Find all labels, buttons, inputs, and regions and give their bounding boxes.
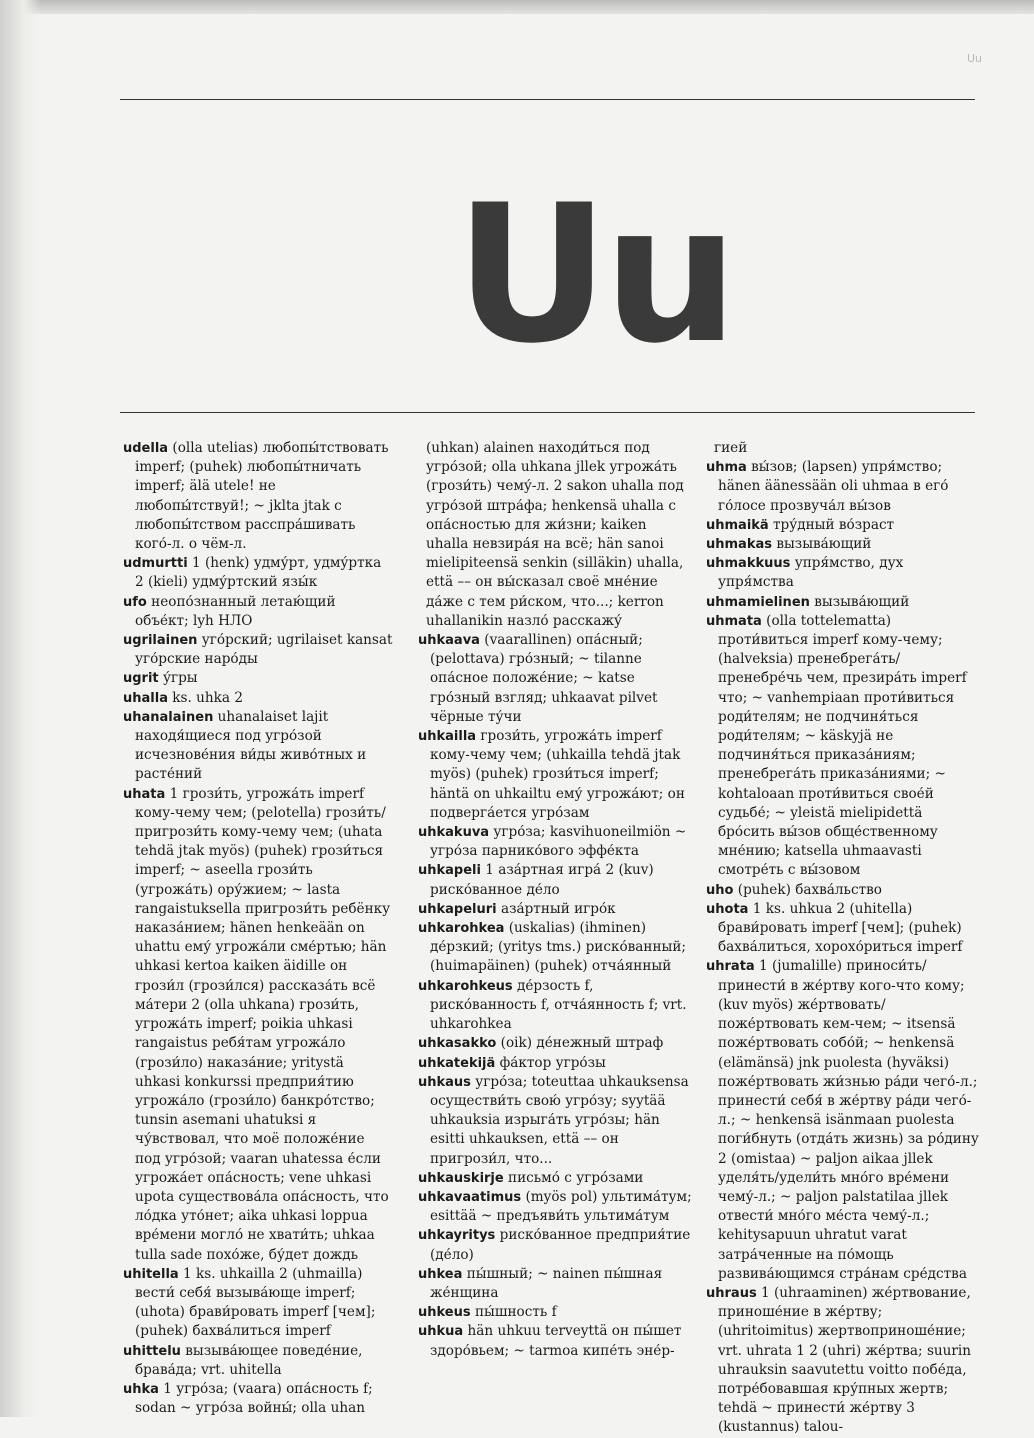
entry-definition: (puhek) бахва́льство [737,881,882,898]
entry-headword: uhkapeli [418,863,481,879]
dictionary-entry [123,1265,393,1342]
dictionary-entry [418,631,693,727]
dictionary-entry [418,900,693,919]
entry-definition: упря́мство, дух упря́мства [718,555,904,591]
entry-headword: uhata [123,786,166,802]
entry-headword: uhkarohkeus [418,978,513,994]
dictionary-entry [418,1034,693,1053]
entry-headword: uhrata [706,959,755,975]
entry-headword: uhkapeluri [418,901,497,917]
page-top-edge [0,0,1034,14]
entry-definition: риско́ванное предприя́тие (де́ло) [430,1227,691,1263]
entry-definition: (myös pol) ультима́тум; esittää ~ предъяви́ть ультима́тум [430,1188,692,1225]
entry-definition: 1 ks. uhkailla 2 (uhmailla) вести́ себя́ вызыва́юще imperf; (uhota) брави́ровать imperf [чем]; (puhek) бахва́литься imperf [135,1265,376,1340]
dictionary-entry [418,1265,693,1303]
entry-headword: udella [123,441,169,456]
entry-definition: 1 (uhraaminen) же́ртвование, приноше́ние в же́ртву; (uhritoimitus) жертвоприноше́ние; vrt. uhrata 1 2 (uhri) же́ртва; suurin uhrauksin saavutettu voitto побе́да, потре́бовавшая кру́пных жертв; tehdä ~ принести́ же́ртву 3 (kustannus) talou- [718,1284,972,1436]
dictionary-entry [123,785,393,1265]
dictionary-entry [418,1322,693,1360]
entry-headword: uhmakas [706,537,772,553]
entry-headword: ugrilainen [123,633,198,649]
entry-definition: (uskalias) (ihminen) де́рзкий; (yritys tms.) риско́ванный; (huimapäinen) (puhek) отча́янный [430,920,686,975]
entry-definition: 1 аза́ртная игра́ 2 (kuv) риско́ванное де́ло [430,862,654,898]
entry-headword: uhmakkuus [706,556,791,572]
dictionary-entry [706,516,981,535]
entry-definition: тру́дный во́зраст [773,516,895,533]
entry-headword: uhota [706,901,749,917]
entry-definition: вызыва́ющий [814,593,910,610]
dictionary-entry [418,1073,693,1169]
entry-definition: неопо́знанный летаю́щий объе́кт; lyh НЛО [135,593,336,629]
entry-headword: uhmaikä [706,517,769,533]
dictionary-entry [418,727,693,823]
entry-definition: hän uhkuu terveyttä он пы́шет здоро́вьем; ~ tarmoa кипе́ть эне́р- [430,1323,682,1359]
entry-definition: (uhkan) alainen находи́ться под угро́зой; olla uhkana jllek угрожа́ть (грози́ть) чему́-л. 2 sakon uhalla под угро́зой штра́фа; henkensä uhalla с опа́сностью для жи́зни; kaiken uhalla невзира́я на всё; hän sanoi mielipiteensä senkin (silläkin) uhalla, että –– он вы́сказал своё мне́ние да́же с тем ри́ском, что...; kerron uhallanikin назло́ расскажу́ [426,440,684,629]
dictionary-entry [706,612,981,881]
entry-headword: uhanalainen [123,709,214,725]
entry-headword: uhkayritys [418,1228,496,1244]
dictionary-entry [706,458,981,516]
entry-headword: uhkua [418,1324,464,1340]
entry-definition: 1 угро́за; (vaara) опа́сность f; sodan ~ угро́за войны́; olla uhan [135,1380,373,1417]
dictionary-entry [418,1169,693,1188]
entry-headword: uhkeus [418,1305,471,1321]
entry-headword: uho [706,882,734,898]
dictionary-entry [123,1380,393,1418]
dictionary-entry [418,919,693,977]
dictionary-entry [123,669,393,688]
entry-headword: uhkarohkea [418,921,505,937]
entry-headword: uhalla [123,690,168,706]
entry-definition: гией [714,440,748,456]
entry-definition: уго́рский; ugrilaiset kansat уго́рские наро́ды [135,632,393,668]
dictionary-entry [418,861,693,899]
dictionary-entry [123,631,393,669]
entry-definition: фа́ктор угро́зы [499,1054,606,1071]
dictionary-entry [418,823,693,861]
section-letter: Uu [455,164,733,385]
entry-headword: udmurtti [123,556,188,572]
entry-definition: пы́шность f [474,1304,557,1321]
entry-definition: 1 (henk) удму́рт, удму́ртка 2 (kieli) удму́ртский язы́к [135,555,382,591]
entry-definition: угро́за; kasvihuoneilmiön ~ угро́за парнико́вого эффе́кта [430,824,687,860]
entry-headword: uhkauskirje [418,1170,504,1186]
dictionary-entry [123,439,393,554]
entry-definition: (olla tottelematta) проти́виться imperf кому-чему; (halveksia) пренебрега́ть/пренебре́чь чем, презира́ть imperf что; ~ vanhempiaan проти́виться роди́телям; не подчиня́ться роди́телям; ~ käskyjä не подчиня́ться приказа́ниям; пренебрега́ть приказа́ниями; ~ kohtaloaan проти́виться свое́й судьбе́; ~ yleistä mielipidettä бро́сить вы́зов обще́ственному мне́нию; katsella uhmaavasti смотре́ть с вы́зовом [718,612,967,879]
entry-headword: uhkasakko [418,1036,497,1052]
entry-definition: пы́шный; ~ nainen пы́шная же́нщина [430,1265,663,1301]
dictionary-entry [418,977,693,1035]
column-3 [706,439,981,1438]
entry-definition: вызыва́ющий [776,536,872,553]
entry-headword: uhkailla [418,729,477,745]
entry-headword: uhmamielinen [706,594,810,610]
dictionary-entry [418,1054,693,1073]
entry-definition: 1 грози́ть, угрожа́ть imperf кому-чему чем; (pelotella) грози́ть/пригрози́ть кому-чему чем; (uhata tehdä jtak myös) (puhek) грози́ться imperf; ~ aseella грози́ть (угрожа́ть) ору́жием; ~ lasta rangaistuksella пригрози́ть ребёнку наказа́нием; hänen henkeään on uhattu ему́ угрожа́ли сме́ртью; hän uhkasi kertoa kaiken äidille он грози́л (грози́лся) рассказа́ть всё ма́тери 2 (olla uhkana) грози́ть, угрожа́ть imperf; poikia uhkasi rangaistus ребя́там угрожа́ло (грози́ло) наказа́ние; yritystä uhkasi konkurssi предприя́тию угрожа́ло (грози́ло) банкро́тство; tunsin asemani uhatuksi я чу́вствовал, что моё положе́ние под угро́зой; vaaran uhatessa е́сли угрожа́ет опа́сность; vene uhkasi upota существова́ла опа́сность, что ло́дка уто́нет; aika uhkasi loppua вре́мени могло́ не хвати́ть; uhkaa tulla sade похо́же, бу́дет дождь [135,785,391,1263]
dictionary-entry [706,535,981,554]
dictionary-entry [418,439,693,631]
entry-headword: uhitella [123,1266,179,1282]
entry-headword: uhkea [418,1266,463,1282]
page-gutter-shadow [0,0,40,1417]
entry-definition: (oik) де́нежный штраф [500,1035,664,1052]
entry-definition: грози́ть, угрожа́ть imperf кому-чему чем; (uhkailla tehdä jtak myös) (puhek) грози́ться imperf; häntä on uhkailtu ему́ угрожа́ют; он подверга́ется угро́зам [430,728,685,821]
dictionary-entry [706,554,981,592]
entry-headword: uhraus [706,1285,757,1301]
dictionary-entry [418,1188,693,1226]
entry-definition: (vaarallinen) опа́сный; (pelottava) гро́зный; ~ tilanne опа́сное положе́ние; ~ katse гро́зный взгляд; uhkaavat pilvet чёрные ту́чи [430,632,658,725]
dictionary-entry [418,1303,693,1322]
entry-headword: uhka [123,1381,159,1397]
entry-headword: uhkavaatimus [418,1189,522,1205]
entry-definition: uhanalaiset lajit находя́щиеся под угро́зой исчезнове́ния ви́ды живо́тных и расте́ний [135,708,367,783]
running-head: Uu [966,52,982,65]
entry-headword: uhmata [706,613,762,629]
section-rule [120,412,975,413]
dictionary-entry [123,593,393,631]
entry-definition: 1 ks. uhkua 2 (uhitella) брави́ровать imperf [чем]; (puhek) бахва́литься, хорохо́риться imperf [718,900,963,956]
entry-definition: (olla utelias) любопы́тствовать imperf; (puhek) любопы́тничать imperf; älä utele! не любопы́тствуй!; ~ jklta jtak с любопы́тством расспра́шивать кого́-л. о чём-л. [135,440,389,553]
entry-headword: ugrit [123,671,159,687]
dictionary-entry [706,439,981,458]
dictionary-entry [706,1284,981,1438]
dictionary-entry [706,900,981,958]
entry-headword: uhkaus [418,1074,471,1090]
top-rule [120,99,975,100]
dictionary-entry [123,708,393,785]
entry-definition: де́рзость f, риско́ванность f, отча́янность f; vrt. uhkarohkea [430,977,687,1033]
entry-definition: 1 (jumalille) приноси́ть/принести́ в же́ртву кого-что кому; (kuv myös) же́ртвовать/поже́ртвовать кем-чем; ~ itsensä поже́ртвовать собо́й; ~ henkensä (elämänsä) jnk puolesta (hyväksi) поже́ртвовать жи́знью ра́ди чего́-л.; принести́ себя́ в же́ртву ра́ди чего́-л.; ~ henkensä isänmaan puolesta поги́бнуть (отда́ть жизнь) за ро́дину 2 (omistaa) ~ paljon aikaa jllek уделя́ть/удели́ть мно́го вре́мени чему́-л.; ~ paljon palstatilaa jllek отвести́ мно́го ме́ста чему́-л.; kehitysapuun uhratut varat затра́ченные на по́мощь развива́ющимся стра́нам сре́дства [718,958,979,1282]
dictionary-entry [123,554,393,592]
entry-definition: письмо́ с угро́зами [508,1169,644,1186]
entry-definition: аза́ртный игро́к [500,900,616,917]
column-2 [418,439,693,1361]
entry-headword: uhkatekijä [418,1055,496,1071]
dictionary-entry [418,1226,693,1264]
dictionary-entry [706,593,981,612]
entry-definition: у́гры [162,670,198,687]
entry-headword: ufo [123,594,147,610]
entry-headword: uhma [706,460,747,476]
dictionary-entry [706,881,981,900]
column-1 [123,439,393,1418]
entry-definition: вызыва́ющее поведе́ние, брава́да; vrt. uhitella [135,1342,363,1378]
dictionary-entry [123,1342,393,1380]
entry-headword: uhkaava [418,633,480,649]
entry-definition: угро́за; toteuttaa uhkauksensa осуществи́ть свою́ угро́зу; syytää uhkauksia изрыга́ть угро́зы; hän esitti uhkauksen, että –– он пригрози́л, что... [430,1073,689,1167]
dictionary-entry [123,689,393,708]
dictionary-entry [706,957,981,1283]
entry-headword: uhittelu [123,1343,181,1359]
entry-definition: вы́зов; (lapsen) упря́мство; hänen äänessään oli uhmaa в его́ го́лосе прозвуча́л вы́зов [718,459,949,514]
entry-definition: ks. uhka 2 [172,689,243,706]
entry-headword: uhkakuva [418,825,490,841]
